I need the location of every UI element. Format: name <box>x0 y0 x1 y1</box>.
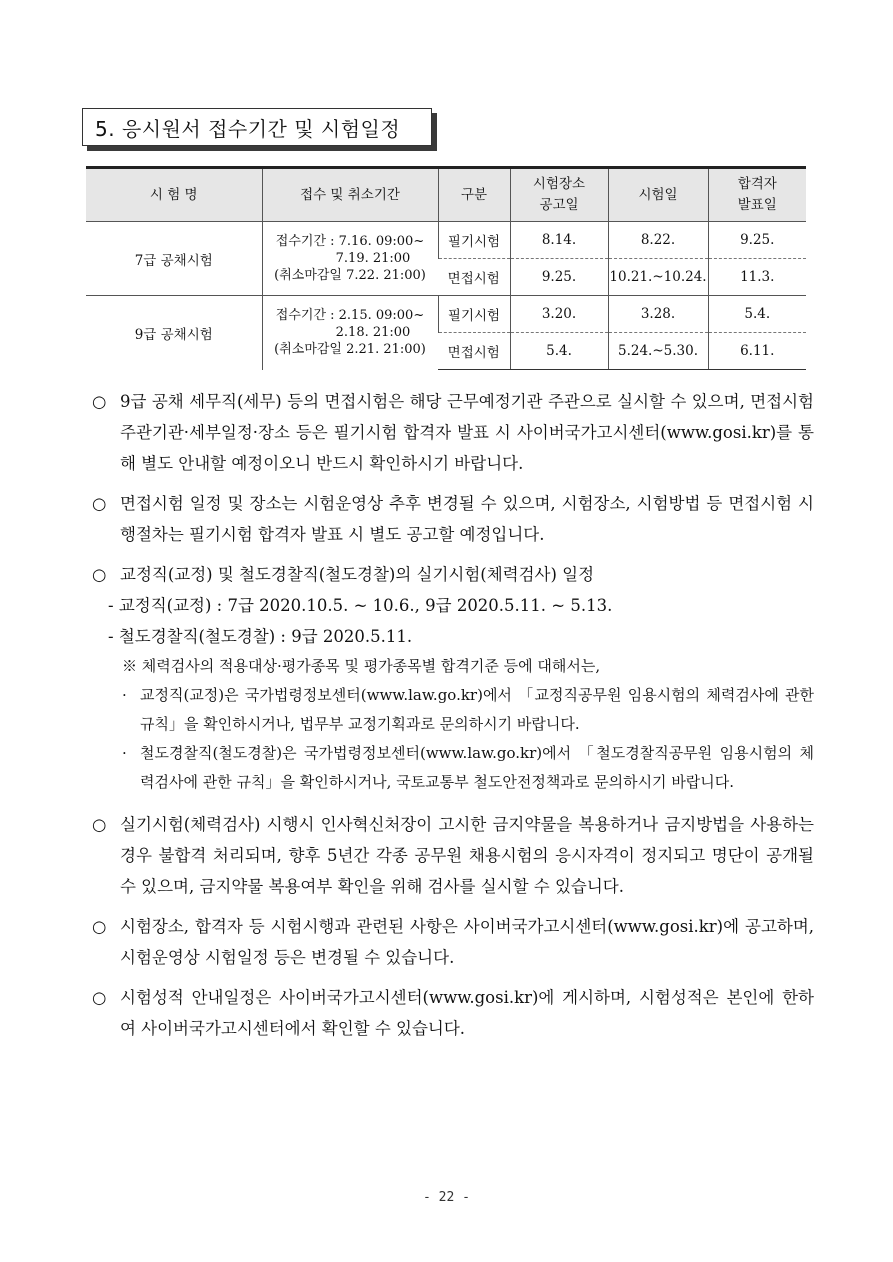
dash-item <box>108 590 814 621</box>
dash-marker: - <box>108 596 114 615</box>
bullet-marker: ○ <box>92 988 107 1007</box>
result-cell: 9.25. <box>708 222 806 259</box>
type-cell: 면접시험 <box>438 333 510 370</box>
page-number: - 22 - <box>423 1190 470 1205</box>
type-cell: 면접시험 <box>438 259 510 296</box>
notice-cell: 3.20. <box>510 296 608 333</box>
section-title: 5. 응시원서 접수기간 및 시험일정 <box>82 108 432 146</box>
header-exam-name: 시 험 명 <box>86 168 262 222</box>
notice-content <box>92 386 814 1053</box>
period-cell <box>262 222 438 296</box>
dot-text: 교정직(교정)은 국가법령정보센터(www.law.go.kr)에서 「교정직공무원 임용시험의 체력검사에 관한 규칙」을 확인하시거나, 법무부 교정기획과로 문의하시기 바랍니다. <box>140 686 814 733</box>
period-line: 7.19. 21:00 <box>335 251 411 266</box>
bullet-marker: ○ <box>92 917 107 936</box>
dot-item <box>122 739 814 797</box>
exam-date-cell: 8.22. <box>608 222 708 259</box>
notice-cell: 9.25. <box>510 259 608 296</box>
exam-date-cell: 10.21.~10.24. <box>608 259 708 296</box>
bullet-item <box>92 809 814 902</box>
bullet-item <box>92 982 814 1044</box>
bullet-item <box>92 559 814 590</box>
dot-marker: · <box>122 686 127 704</box>
header-exam-date: 시험일 <box>608 168 708 222</box>
exam-name-cell: 9급 공채시험 <box>86 296 262 370</box>
bullet-item <box>92 911 814 973</box>
bullet-marker: ○ <box>92 494 107 513</box>
note-text: ※ 체력검사의 적용대상·평가종목 및 평가종목별 합격기준 등에 대해서는, <box>122 657 601 675</box>
table-row <box>86 222 806 259</box>
dot-item <box>122 681 814 739</box>
result-cell: 6.11. <box>708 333 806 370</box>
dash-marker: - <box>108 627 114 646</box>
table-row <box>86 296 806 333</box>
exam-date-cell: 3.28. <box>608 296 708 333</box>
bullet-text: 실기시험(체력검사) 시행시 인사혁신처장이 고시한 금지약물을 복용하거나 금지방법을 사용하는 경우 불합격 처리되며, 향후 5년간 각종 공무원 채용시험의 응시자격이 정지되고 명단이 공개될 수 있으며, 금지약물 복용여부 확인을 위해 검사를 실시할 수 있습니다. <box>120 815 814 896</box>
table-header-row <box>86 168 806 222</box>
notice-cell: 8.14. <box>510 222 608 259</box>
header-result-date: 합격자 발표일 <box>708 168 806 222</box>
period-line: (취소마감일 2.21. 21:00) <box>274 342 426 358</box>
dot-marker: · <box>122 744 127 762</box>
bullet-marker: ○ <box>92 815 107 834</box>
result-cell: 11.3. <box>708 259 806 296</box>
bullet-text: 면접시험 일정 및 장소는 시험운영상 추후 변경될 수 있으며, 시험장소, 시험방법 등 면접시험 시행절차는 필기시험 합격자 발표 시 별도 공고할 예정입니다. <box>120 494 814 544</box>
bullet-text: 시험성적 안내일정은 사이버국가고시센터(www.gosi.kr)에 게시하며, 시험성적은 본인에 한하여 사이버국가고시센터에서 확인할 수 있습니다. <box>120 988 814 1038</box>
period-cell <box>262 296 438 370</box>
dot-text: 철도경찰직(철도경찰)은 국가법령정보센터(www.law.go.kr)에서 「철도경찰직공무원 임용시험의 체력검사에 관한 규칙」을 확인하시거나, 국토교통부 철도안전정책과로 문의하시기 바랍니다. <box>140 744 814 791</box>
exam-name-cell: 7급 공채시험 <box>86 222 262 296</box>
bullet-text: 시험장소, 합격자 등 시험시행과 관련된 사항은 사이버국가고시센터(www.gosi.kr)에 공고하며, 시험운영상 시험일정 등은 변경될 수 있습니다. <box>120 917 814 967</box>
exam-schedule-table <box>86 166 806 370</box>
type-cell: 필기시험 <box>438 296 510 333</box>
period-line: 2.18. 21:00 <box>335 325 411 341</box>
bullet-item <box>92 386 814 479</box>
result-cell: 5.4. <box>708 296 806 333</box>
type-cell: 필기시험 <box>438 222 510 259</box>
dash-text: 철도경찰직(철도경찰) : 9급 2020.5.11. <box>118 627 413 646</box>
period-line: 접수기간 : 7.16. 09:00~ <box>275 234 425 249</box>
dash-text: 교정직(교정) : 7급 2020.10.5. ~ 10.6., 9급 2020.5.11. ~ 5.13. <box>118 596 613 615</box>
bullet-marker: ○ <box>92 392 107 411</box>
header-notice-date: 시험장소 공고일 <box>510 168 608 222</box>
notice-cell: 5.4. <box>510 333 608 370</box>
period-line: 접수기간 : 2.15. 09:00~ <box>275 308 425 324</box>
header-period: 접수 및 취소기간 <box>262 168 438 222</box>
period-line: (취소마감일 7.22. 21:00) <box>274 268 426 283</box>
bullet-item <box>92 488 814 550</box>
bullet-text: 교정직(교정) 및 철도경찰직(철도경찰)의 실기시험(체력검사) 일정 <box>120 565 595 584</box>
header-type: 구분 <box>438 168 510 222</box>
bullet-text: 9급 공채 세무직(세무) 등의 면접시험은 해당 근무예정기관 주관으로 실시할 수 있으며, 면접시험 주관기관·세부일정·장소 등은 필기시험 합격자 발표 시 사이버국가고시센터(www.gosi.kr)를 통해 별도 안내할 예정이오니 반드시 확인하시기 바랍니다. <box>120 392 814 473</box>
bullet-marker: ○ <box>92 565 107 584</box>
exam-date-cell: 5.24.~5.30. <box>608 333 708 370</box>
dash-item <box>108 621 814 652</box>
